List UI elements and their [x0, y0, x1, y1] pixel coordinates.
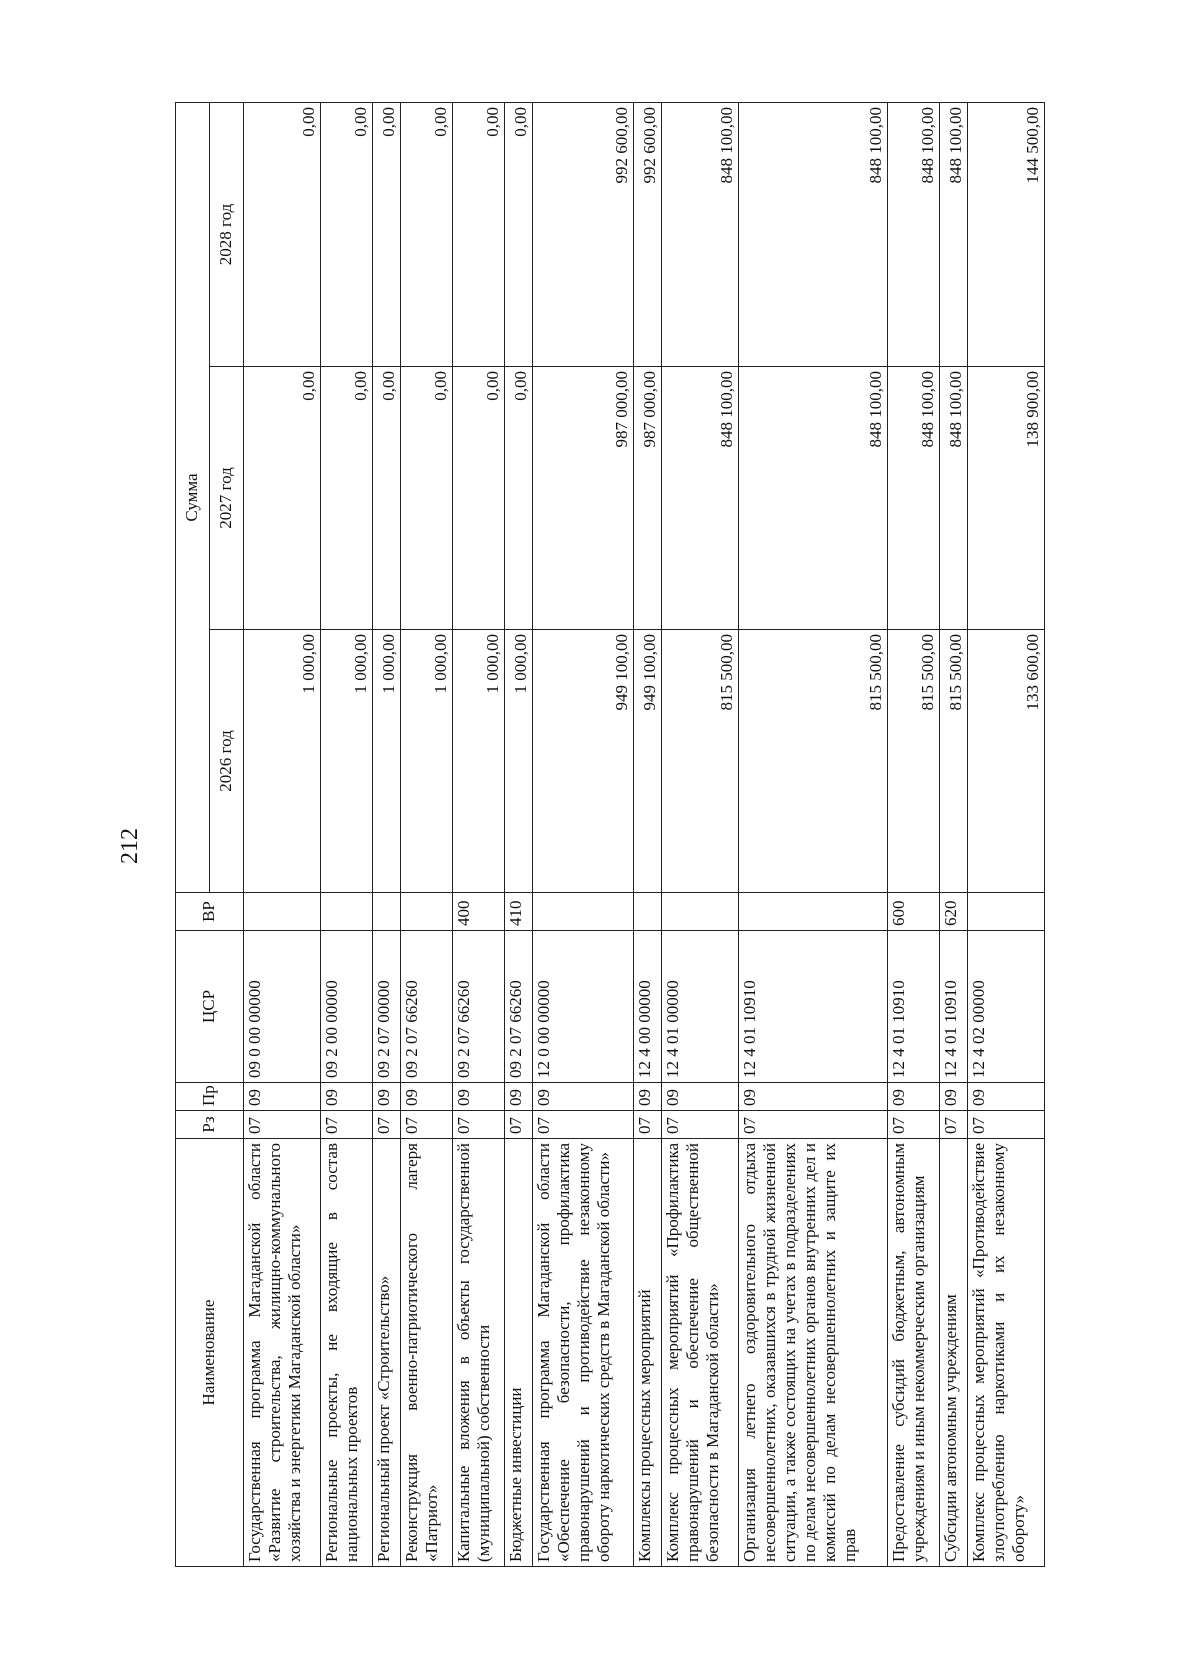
cell-name: Капитальные вложения в объекты государственной (муниципальной) собственности — [453, 1139, 505, 1567]
cell-vr — [533, 893, 634, 931]
table-row — [505, 103, 533, 1567]
cell-name: Бюджетные инвестиции — [505, 1139, 533, 1567]
cell-2026: 949 100,00 — [533, 630, 634, 893]
header-csr: ЦСР — [176, 931, 244, 1083]
cell-2026: 815 500,00 — [888, 630, 940, 893]
cell-2026: 1 000,00 — [400, 630, 452, 893]
table-row — [372, 103, 400, 1567]
cell-csr: 12 4 00 00000 — [634, 931, 662, 1083]
cell-vr — [738, 893, 888, 931]
cell-pr: 09 — [400, 1083, 452, 1111]
cell-2028: 0,00 — [400, 103, 452, 367]
cell-2027: 0,00 — [372, 367, 400, 630]
table-row — [662, 103, 739, 1567]
cell-2026: 1 000,00 — [244, 630, 321, 893]
cell-vr — [634, 893, 662, 931]
cell-2026: 815 500,00 — [662, 630, 739, 893]
cell-vr — [662, 893, 739, 931]
header-sum: Сумма — [176, 103, 210, 893]
cell-2027: 0,00 — [505, 367, 533, 630]
budget-table-wrapper — [175, 103, 1045, 1567]
cell-2028: 144 500,00 — [968, 103, 1045, 367]
cell-csr: 12 4 01 00000 — [662, 931, 739, 1083]
cell-pr: 09 — [320, 1083, 372, 1111]
cell-2028: 848 100,00 — [738, 103, 888, 367]
table-row — [320, 103, 372, 1567]
cell-name: Реконструкция военно-патриотического лагеря «Патриот» — [400, 1139, 452, 1567]
header-pr: Пр — [176, 1083, 244, 1111]
table-row — [634, 103, 662, 1567]
table-row — [968, 103, 1045, 1567]
cell-2028: 0,00 — [453, 103, 505, 367]
cell-rz: 07 — [505, 1111, 533, 1139]
table-row — [738, 103, 888, 1567]
cell-2028: 848 100,00 — [888, 103, 940, 367]
cell-csr: 12 4 01 10910 — [940, 931, 968, 1083]
cell-rz: 07 — [453, 1111, 505, 1139]
cell-rz: 07 — [738, 1111, 888, 1139]
page-number: 212 — [116, 828, 143, 864]
cell-csr: 09 2 07 00000 — [372, 931, 400, 1083]
cell-rz: 07 — [320, 1111, 372, 1139]
cell-pr: 09 — [505, 1083, 533, 1111]
cell-2027: 0,00 — [244, 367, 321, 630]
cell-name: Региональные проекты, не входящие в состав национальных проектов — [320, 1139, 372, 1567]
cell-rz: 07 — [888, 1111, 940, 1139]
cell-csr: 09 0 00 00000 — [244, 931, 321, 1083]
cell-2027: 848 100,00 — [940, 367, 968, 630]
cell-rz: 07 — [940, 1111, 968, 1139]
table-body — [244, 103, 1045, 1567]
cell-csr: 12 4 01 10910 — [888, 931, 940, 1083]
cell-vr: 600 — [888, 893, 940, 931]
cell-pr: 09 — [453, 1083, 505, 1111]
cell-2026: 1 000,00 — [453, 630, 505, 893]
cell-2027: 848 100,00 — [738, 367, 888, 630]
cell-2026: 815 500,00 — [940, 630, 968, 893]
budget-table — [175, 102, 1045, 1567]
cell-csr: 09 2 07 66260 — [453, 931, 505, 1083]
cell-csr: 09 2 07 66260 — [505, 931, 533, 1083]
cell-2028: 848 100,00 — [662, 103, 739, 367]
header-year-2027: 2027 год — [210, 367, 244, 630]
cell-csr: 12 4 02 00000 — [968, 931, 1045, 1083]
cell-2026: 1 000,00 — [505, 630, 533, 893]
cell-vr — [372, 893, 400, 931]
cell-2026: 1 000,00 — [372, 630, 400, 893]
cell-2027: 848 100,00 — [888, 367, 940, 630]
cell-vr — [400, 893, 452, 931]
cell-rz: 07 — [968, 1111, 1045, 1139]
cell-2028: 0,00 — [320, 103, 372, 367]
cell-2026: 133 600,00 — [968, 630, 1045, 893]
header-vr: ВР — [176, 893, 244, 931]
cell-name: Организация летнего оздоровительного отдыха несовершеннолетних, оказавшихся в трудной жизненной ситуации, а также состоящих на учетах в подразделениях по делам несовершеннолетних органов внутренних дел и комиссий по делам несовершеннолетних и защите их прав — [738, 1139, 888, 1567]
cell-2028: 848 100,00 — [940, 103, 968, 367]
cell-name: Комплекс процессных мероприятий «Противодействие злоупотреблению наркотиками и их незаконному обороту» — [968, 1139, 1045, 1567]
cell-2026: 1 000,00 — [320, 630, 372, 893]
table-row — [888, 103, 940, 1567]
cell-2028: 992 600,00 — [533, 103, 634, 367]
cell-name: Государственная программа Магаданской области «Развитие строительства, жилищно-коммунального хозяйства и энергетики Магаданской области» — [244, 1139, 321, 1567]
table-row — [533, 103, 634, 1567]
cell-pr: 09 — [968, 1083, 1045, 1111]
cell-2027: 987 000,00 — [533, 367, 634, 630]
cell-pr: 09 — [662, 1083, 739, 1111]
cell-2028: 0,00 — [244, 103, 321, 367]
cell-pr: 09 — [634, 1083, 662, 1111]
cell-name: Региональный проект «Строительство» — [372, 1139, 400, 1567]
header-name: Наименование — [176, 1139, 244, 1567]
cell-csr: 12 0 00 00000 — [533, 931, 634, 1083]
cell-pr: 09 — [940, 1083, 968, 1111]
cell-2026: 815 500,00 — [738, 630, 888, 893]
cell-rz: 07 — [372, 1111, 400, 1139]
header-year-2028: 2028 год — [210, 103, 244, 367]
table-row — [400, 103, 452, 1567]
cell-pr: 09 — [738, 1083, 888, 1111]
cell-rz: 07 — [662, 1111, 739, 1139]
cell-name: Государственная программа Магаданской области «Обеспечение безопасности, профилактика правонарушений и противодействие незаконному обороту наркотических средств в Магаданской области» — [533, 1139, 634, 1567]
cell-2028: 0,00 — [505, 103, 533, 367]
cell-2027: 987 000,00 — [634, 367, 662, 630]
cell-csr: 09 2 00 00000 — [320, 931, 372, 1083]
cell-csr: 09 2 07 66260 — [400, 931, 452, 1083]
cell-pr: 09 — [888, 1083, 940, 1111]
cell-csr: 12 4 01 10910 — [738, 931, 888, 1083]
cell-name: Комплексы процессных мероприятий — [634, 1139, 662, 1567]
table-row — [453, 103, 505, 1567]
cell-name: Предоставление субсидий бюджетным, автономным учреждениям и иным некоммерческим организациям — [888, 1139, 940, 1567]
table-row — [244, 103, 321, 1567]
cell-2027: 138 900,00 — [968, 367, 1045, 630]
cell-pr: 09 — [533, 1083, 634, 1111]
table-row — [940, 103, 968, 1567]
cell-2028: 0,00 — [372, 103, 400, 367]
cell-name: Субсидии автономным учреждениям — [940, 1139, 968, 1567]
cell-2026: 949 100,00 — [634, 630, 662, 893]
cell-rz: 07 — [244, 1111, 321, 1139]
cell-vr — [320, 893, 372, 931]
cell-2027: 0,00 — [453, 367, 505, 630]
cell-rz: 07 — [634, 1111, 662, 1139]
cell-2027: 0,00 — [320, 367, 372, 630]
cell-2027: 0,00 — [400, 367, 452, 630]
cell-name: Комплекс процессных мероприятий «Профилактика правонарушений и обеспечение общественной безопасности в Магаданской области» — [662, 1139, 739, 1567]
header-year-2026: 2026 год — [210, 630, 244, 893]
cell-vr: 400 — [453, 893, 505, 931]
header-rz: Рз — [176, 1111, 244, 1139]
cell-rz: 07 — [400, 1111, 452, 1139]
cell-pr: 09 — [372, 1083, 400, 1111]
cell-vr: 620 — [940, 893, 968, 931]
cell-2027: 848 100,00 — [662, 367, 739, 630]
cell-vr — [244, 893, 321, 931]
cell-vr — [968, 893, 1045, 931]
cell-pr: 09 — [244, 1083, 321, 1111]
cell-rz: 07 — [533, 1111, 634, 1139]
cell-vr: 410 — [505, 893, 533, 931]
cell-2028: 992 600,00 — [634, 103, 662, 367]
